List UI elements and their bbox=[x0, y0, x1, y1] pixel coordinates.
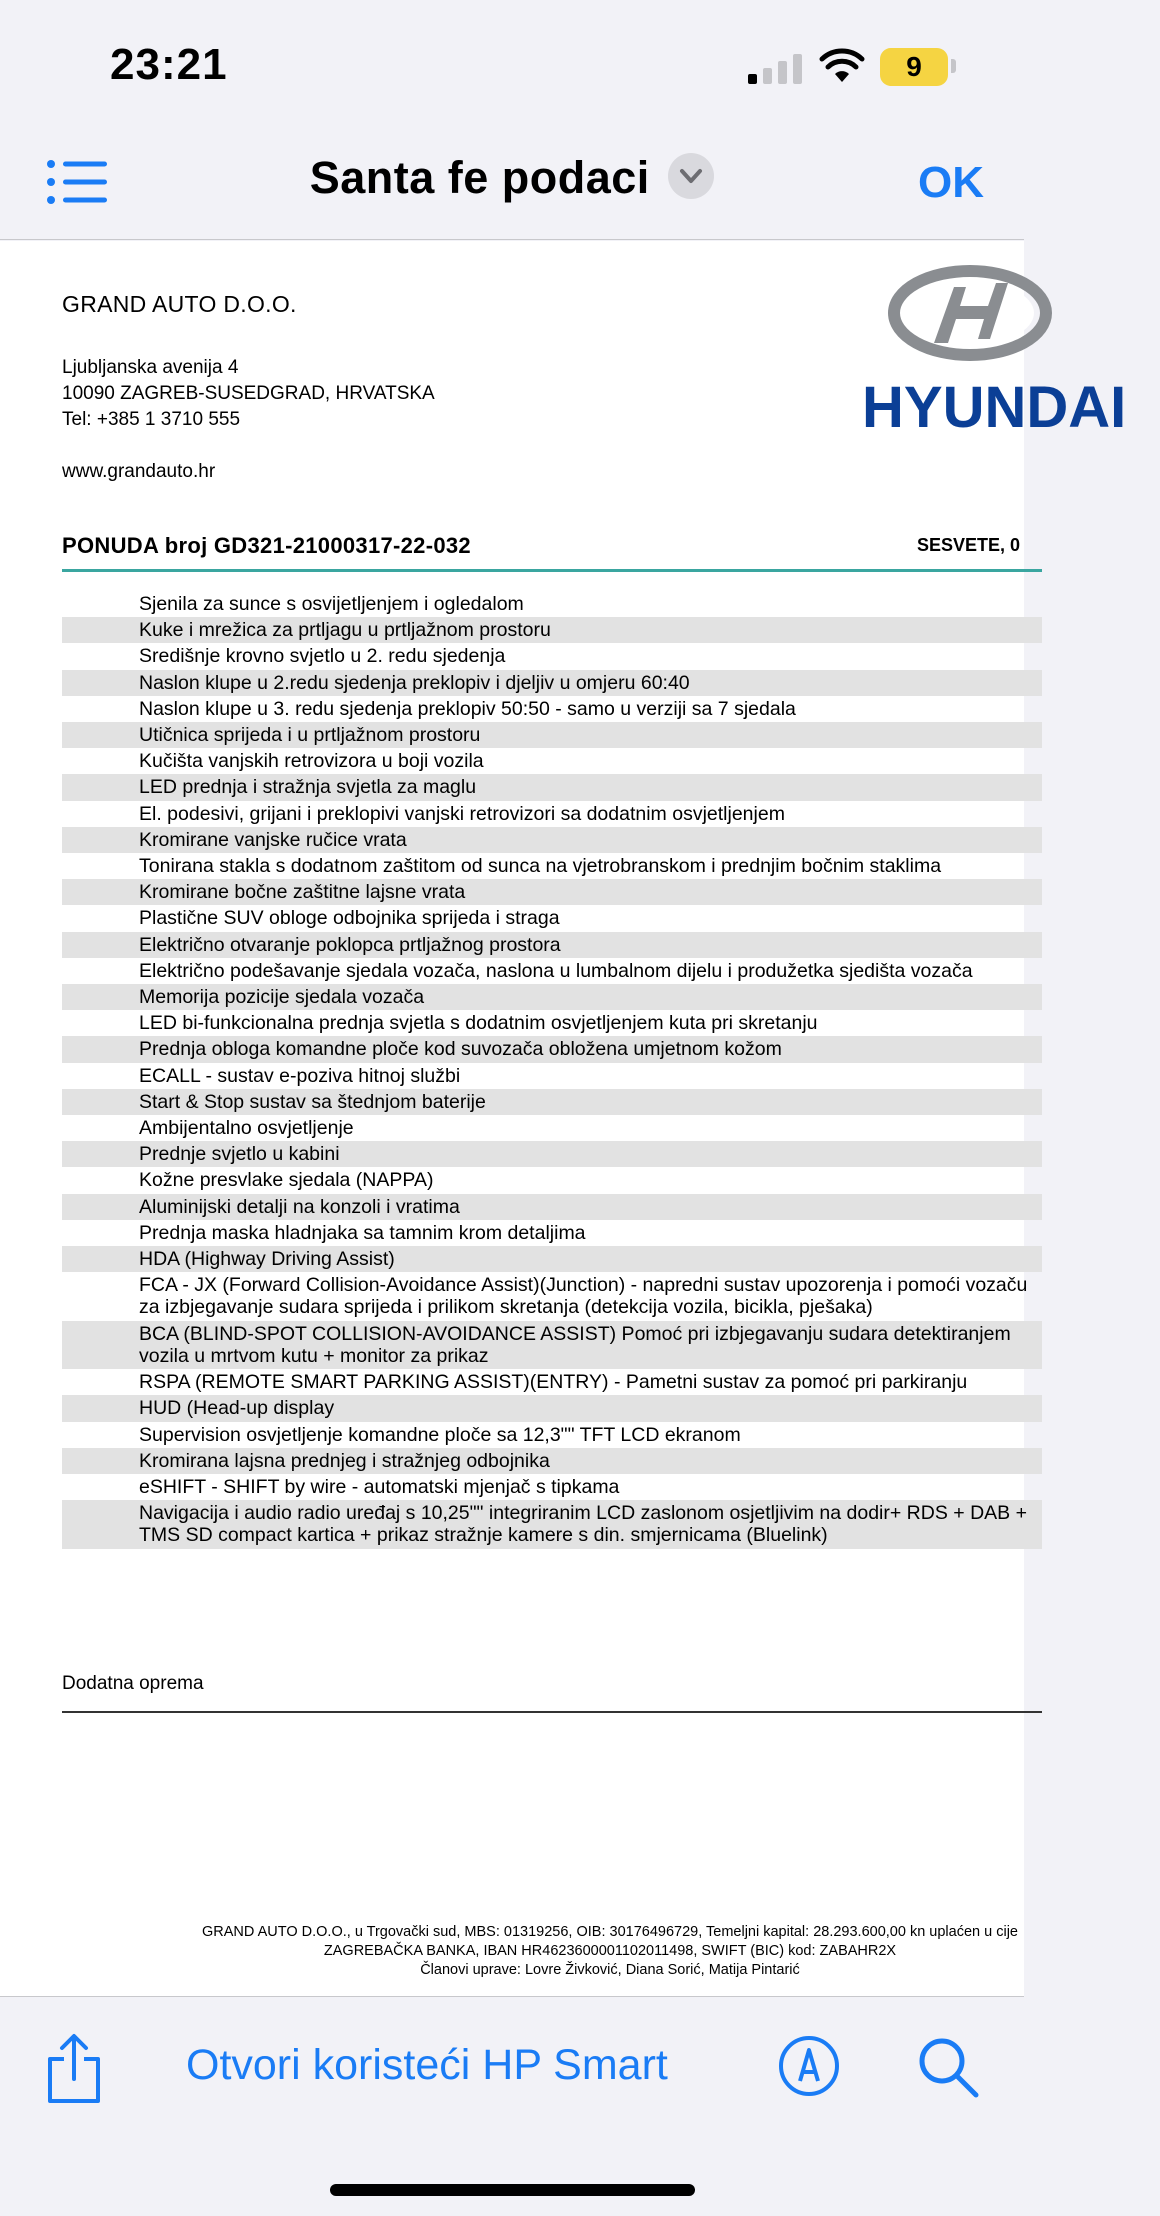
equipment-row: Memorija pozicije sjedala vozača bbox=[62, 984, 1042, 1010]
equipment-row: Prednja obloga komandne ploče kod suvozača obložena umjetnom kožom bbox=[62, 1036, 1042, 1062]
equipment-row: Električno otvaranje poklopca prtljažnog prostora bbox=[62, 932, 1042, 958]
battery-nub bbox=[951, 59, 956, 73]
offer-location: SESVETE, 0 bbox=[917, 535, 1021, 555]
equipment-row: Ambijentalno osvjetljenje bbox=[139, 1117, 354, 1140]
bottom-toolbar bbox=[0, 1996, 1024, 2216]
extra-equipment-heading: Dodatna oprema bbox=[62, 1673, 204, 1694]
equipment-row: Kromirana lajsna prednjeg i stražnjeg odbojnika bbox=[62, 1448, 1042, 1474]
search-icon[interactable] bbox=[916, 2035, 980, 2099]
offer-number: PONUDA broj GD321-21000317-22-032 bbox=[62, 533, 471, 558]
equipment-row: FCA - JX (Forward Collision-Avoidance Assist)(Junction) - napredni sustav upozorenja i pomoći vozaču za izbjegavanje sudara sprijeda i prilikom skretanja (detekcija vozila, bicikla, pješaka) bbox=[139, 1274, 1028, 1319]
nav-title-group[interactable] bbox=[0, 152, 1024, 204]
equipment-row: HDA (Highway Driving Assist) bbox=[62, 1246, 1042, 1272]
share-icon[interactable] bbox=[44, 2033, 104, 2105]
markup-pen-icon[interactable] bbox=[778, 2035, 840, 2097]
equipment-row: Prednje svjetlo u kabini bbox=[62, 1141, 1042, 1167]
equipment-row: RSPA (REMOTE SMART PARKING ASSIST)(ENTRY) - Pametni sustav za pomoć pri parkiranju bbox=[139, 1371, 968, 1394]
wifi-icon bbox=[820, 48, 864, 84]
hyundai-logo bbox=[862, 251, 1127, 440]
address-line: Ljubljanska avenija 4 bbox=[62, 357, 239, 378]
battery-indicator bbox=[880, 48, 948, 86]
logo-text: HYUNDAI bbox=[862, 375, 1127, 440]
footer-line: Članovi uprave: Lovre Živković, Diana Sorić, Matija Pintarić bbox=[420, 1962, 800, 1978]
equipment-row: Kuke i mrežica za prtljagu u prtljažnom prostoru bbox=[62, 617, 1042, 643]
header-divider bbox=[62, 569, 1042, 572]
document-footer bbox=[60, 1923, 1160, 1980]
title-dropdown-button[interactable] bbox=[668, 153, 714, 199]
cellular-signal-icon bbox=[748, 52, 802, 84]
equipment-row: Kučišta vanjskih retrovizora u boji vozila bbox=[139, 750, 484, 773]
equipment-row: Supervision osvjetljenje komandne ploče sa 12,3"" TFT LCD ekranom bbox=[139, 1423, 741, 1446]
document-page bbox=[0, 241, 1127, 1996]
equipment-row: LED bi-funkcionalna prednja svjetla s dodatnim osvjetljenjem kuta pri skretanju bbox=[139, 1012, 818, 1035]
equipment-row: El. podesivi, grijani i preklopivi vanjski retrovizori sa dodatnim osvjetljenjem bbox=[139, 802, 785, 825]
company-website: www.grandauto.hr bbox=[62, 461, 216, 482]
equipment-list bbox=[62, 591, 1042, 1549]
footer-line: GRAND AUTO D.O.O., u Trgovački sud, MBS: 01319256, OIB: 30176496729, Temeljni kapital: 28.293.600,00 kn uplaćen u cije bbox=[202, 1924, 1018, 1940]
status-bar bbox=[0, 0, 1024, 130]
equipment-row: Sjenila za sunce s osvijetljenjem i ogledalom bbox=[139, 593, 524, 615]
equipment-row: LED prednja i stražnja svjetla za maglu bbox=[62, 774, 1042, 800]
open-in-hp-smart-button[interactable]: Otvori koristeći HP Smart bbox=[186, 2041, 668, 2089]
ok-button[interactable]: OK bbox=[918, 158, 984, 207]
address-line: 10090 ZAGREB-SUSEDGRAD, HRVATSKA bbox=[62, 383, 435, 404]
equipment-row: Plastične SUV obloge odbojnika sprijeda i straga bbox=[139, 907, 560, 930]
equipment-row: Utičnica sprijeda i u prtljažnom prostoru bbox=[62, 722, 1042, 748]
company-name: GRAND AUTO D.O.O. bbox=[62, 291, 297, 317]
equipment-row: Naslon klupe u 3. redu sjedenja preklopiv 50:50 - samo u verziji sa 7 sjedala bbox=[139, 697, 796, 720]
equipment-row: Kromirane bočne zaštitne lajsne vrata bbox=[62, 879, 1042, 905]
equipment-row: Kromirane vanjske ručice vrata bbox=[62, 827, 1042, 853]
equipment-row: ECALL - sustav e-poziva hitnoj službi bbox=[139, 1064, 461, 1087]
nav-title[interactable]: Santa fe podaci bbox=[309, 152, 650, 203]
equipment-row: Aluminijski detalji na konzoli i vratima bbox=[62, 1194, 1042, 1220]
equipment-row: Tonirana stakla s dodatnom zaštitom od sunca na vjetrobranskom i prednjim bočnim staklima bbox=[139, 855, 942, 878]
equipment-row: Središnje krovno svjetlo u 2. redu sjedenja bbox=[139, 645, 506, 668]
status-time: 23:21 bbox=[110, 40, 228, 89]
section-divider bbox=[62, 1711, 1042, 1713]
battery-level: 9 bbox=[906, 51, 922, 82]
address-line: Tel: +385 1 3710 555 bbox=[62, 409, 241, 430]
chevron-down-icon bbox=[668, 153, 714, 199]
equipment-row: Start & Stop sustav sa štednjom baterije bbox=[62, 1089, 1042, 1115]
nav-bar bbox=[0, 130, 1024, 240]
equipment-row: HUD (Head-up display bbox=[62, 1395, 1042, 1421]
footer-line: ZAGREBAČKA BANKA, IBAN HR4623600001102011498, SWIFT (BIC) kod: ZABAHR2X bbox=[323, 1943, 897, 1959]
equipment-row: Navigacija i audio radio uređaj s 10,25"" integriranim LCD zaslonom osjetljivim na dodir+ RDS + DAB + TMS SD compact kartica + prikaz stražnje kamere s din. smjernicama (Bluelink) bbox=[62, 1500, 1042, 1548]
equipment-row: BCA (BLIND-SPOT COLLISION-AVOIDANCE ASSIST) Pomoć pri izbjegavanju sudara detektiranjem vozila u mrtvom kutu + monitor za prikaz bbox=[62, 1321, 1042, 1369]
home-indicator bbox=[330, 2184, 695, 2196]
equipment-row: Prednja maska hladnjaka sa tamnim krom detaljima bbox=[139, 1221, 586, 1244]
equipment-row: Električno podešavanje sjedala vozača, naslona u lumbalnom dijelu i produžetka sjedišta vozača bbox=[139, 959, 973, 982]
equipment-row: eSHIFT - SHIFT by wire - automatski mjenjač s tipkama bbox=[139, 1475, 620, 1498]
equipment-row: Kožne presvlake sjedala (NAPPA) bbox=[139, 1169, 434, 1192]
equipment-row: Naslon klupe u 2.redu sjedenja preklopiv i djeljiv u omjeru 60:40 bbox=[62, 670, 1042, 696]
